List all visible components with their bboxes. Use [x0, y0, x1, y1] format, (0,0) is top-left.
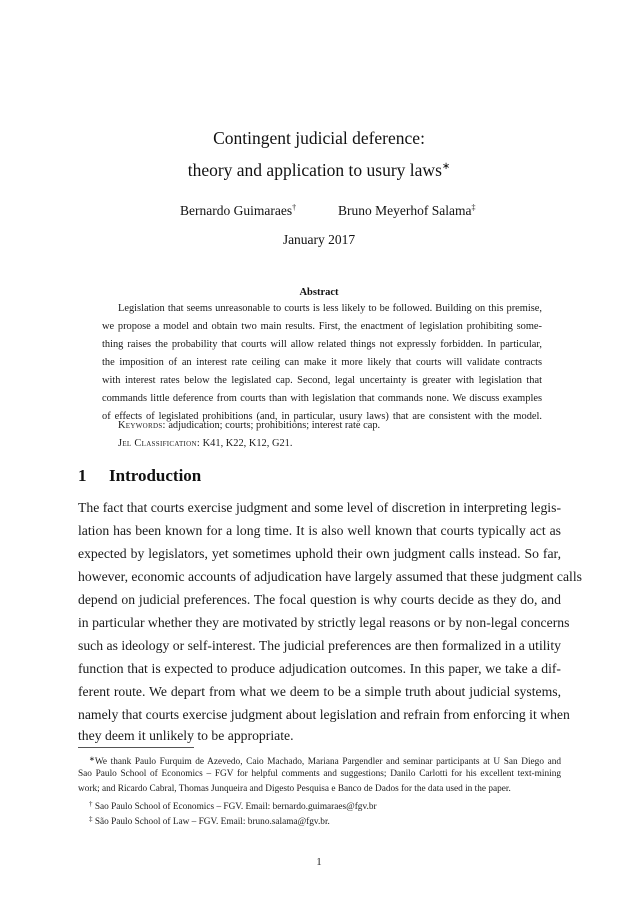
author-name: Bernardo Guimaraes	[180, 203, 293, 218]
abstract-line: Legislation that seems unreasonable to courts is less likely to be followed. Building on this premise,	[118, 303, 542, 314]
section-heading	[78, 466, 201, 486]
body-line: expected by legislators, yet sometimes uphold their own judgment calls instead. So far,	[78, 546, 561, 561]
body-line: lation has been known for a long time. It is also well known that courts typically act as	[78, 523, 561, 538]
body-line: namely that courts exercise judgment about legislation and refrain from enforcing it when	[78, 707, 570, 722]
jel-label: Jel Classification:	[118, 438, 201, 449]
footnote-1-line: Sao Paulo School of Economics – FGV for helpful comments and suggestions; Danilo Carlotti for his excellent text-mining	[78, 769, 561, 779]
footnote-1-line: ∗We thank Paulo Furquim de Azevedo, Caio Machado, Mariana Pargendler and seminar participants at U San Diego and	[89, 755, 561, 767]
jel-text: K41, K22, K12, G21.	[202, 438, 293, 449]
author-footnote-mark: †	[292, 203, 297, 212]
author-footnote-mark: ‡	[471, 203, 476, 212]
author-2	[338, 203, 475, 219]
footnote-1-line: work; and Ricardo Cabral, Thomas Junqueira and Digesto Pesquisa e Banco de Dados for the data used in the paper.	[78, 784, 511, 794]
body-line: depend on judicial preferences. The focal question is why courts decide as they do, and	[78, 592, 561, 607]
paper-date: January 2017	[282, 232, 356, 247]
abstract-line: thing raises the probability that courts will allow related things not expressly forbidden. In particular,	[102, 339, 542, 350]
section-title: Introduction	[109, 466, 202, 485]
abstract-line: of effects of legislated prohibitions (and, in particular, usury laws) that are consistent with the model.	[102, 411, 542, 422]
author-1	[180, 203, 296, 219]
keywords-label: Keywords:	[118, 420, 166, 431]
body-line: however, economic accounts of adjudication have largely assumed that these judgment calls	[78, 569, 582, 584]
footnote-2: † Sao Paulo School of Economics – FGV. Email: bernardo.guimaraes@fgv.br	[89, 800, 377, 812]
paper-title-line-2: theory and application to usury laws∗	[187, 160, 451, 180]
abstract-heading: Abstract	[299, 287, 339, 298]
abstract-line: commands little deference from courts than with legislation that commands none. We discuss examples	[102, 393, 542, 404]
body-line: The fact that courts exercise judgment and some level of discretion in interpreting legis-	[78, 500, 561, 515]
body-line: in particular whether they are motivated by strictly legal reasons or by non-legal concerns	[78, 615, 570, 630]
body-line: such as ideology or self-interest. The judicial preferences are then formalized in a utility	[78, 638, 561, 653]
footnote-mark: ∗	[89, 755, 95, 763]
footnote-3: ‡ São Paulo School of Law – FGV. Email: bruno.salama@fgv.br.	[89, 815, 330, 827]
keywords-line	[118, 418, 380, 433]
jel-line	[118, 436, 292, 451]
section-number: 1	[78, 466, 87, 485]
abstract-line: we propose a model and obtain two main results. First, the enactment of legislation prohibiting some-	[102, 321, 542, 332]
author-name: Bruno Meyerhof Salama	[338, 203, 472, 218]
body-line: they deem it unlikely to be appropriate.	[78, 728, 294, 743]
page-number: 1	[316, 856, 322, 868]
keywords-text: adjudication; courts; prohibitions; interest rate cap.	[168, 420, 381, 431]
footnote-mark: †	[89, 800, 93, 808]
title-footnote-mark: ∗	[441, 161, 451, 172]
paper-title-line-1: Contingent judicial deference:	[213, 128, 425, 148]
abstract-line: the imposition of an interest rate ceiling can make it more likely that courts will validate contracts	[102, 357, 542, 368]
body-line: ferent route. We depart from what we deem to be a simple truth about judicial systems,	[78, 684, 561, 699]
body-line: function that is expected to produce adjudication outcomes. In this paper, we take a dif-	[78, 661, 561, 676]
abstract-line: with interest rates below the legislated cap. Second, legal uncertainty is greater with legislation that	[102, 375, 542, 386]
footnote-mark: ‡	[89, 815, 93, 823]
footnote-rule	[78, 747, 194, 748]
